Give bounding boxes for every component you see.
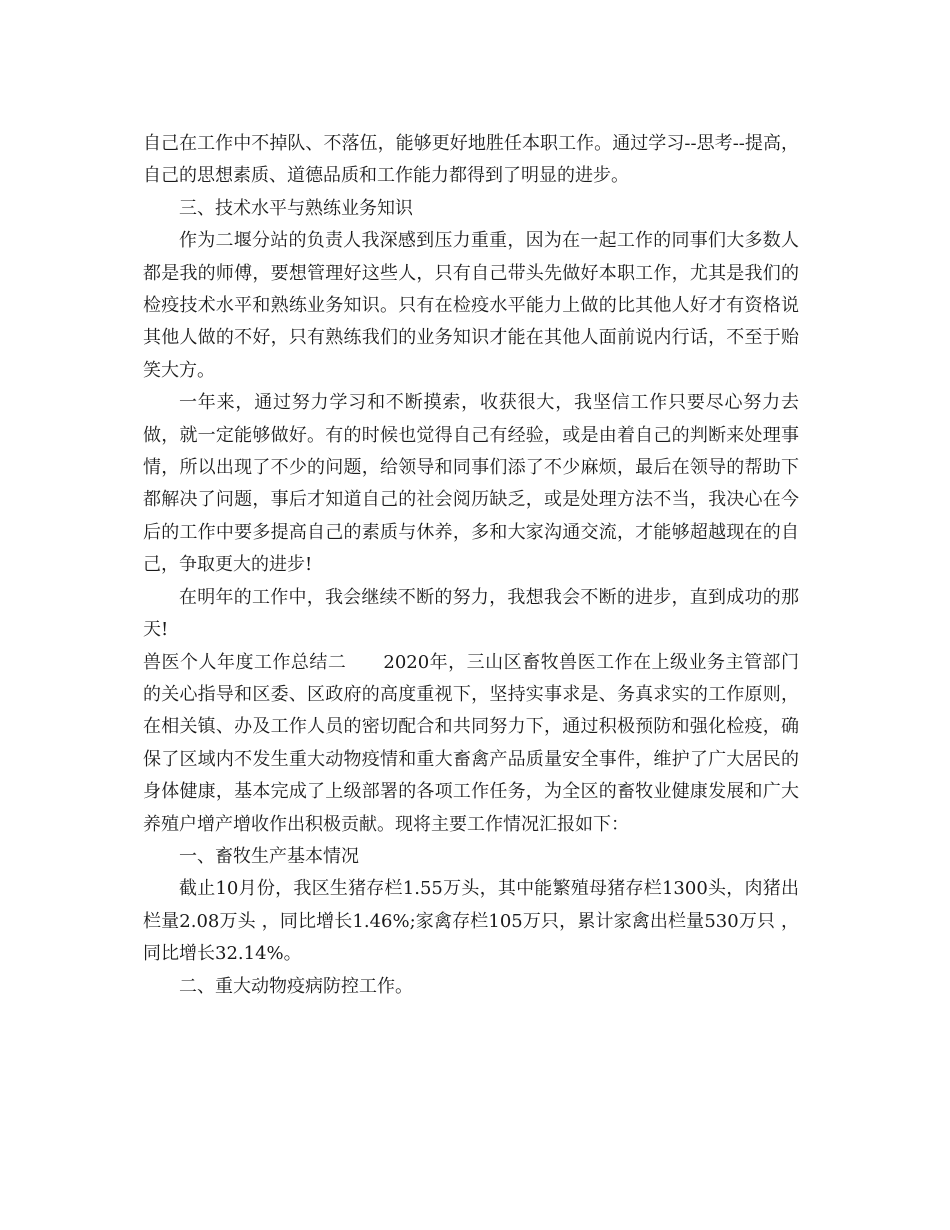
section-heading-2: 二、重大动物疫病防控工作。 bbox=[179, 975, 413, 997]
paragraph: 作为二堰分站的负责人我深感到压力重重，因为在一起工作的同事们大多数人都是我的师傅，要想管理好这些人，只有自己带头先做好本职工作，尤其是我们的检疫技术水平和熟练业务知识。只有在检疫水平能力上做的比其他人好才有资格说其他人做的不好，只有熟练我们的业务知识才能在其他人面前说内行话，不至于贻笑大方。 bbox=[143, 230, 799, 381]
paragraph: 一年来，通过努力学习和不断摸索，收获很大，我坚信工作只要尽心努力去做，就一定能够做好。有的时候也觉得自己有经验，或是由着自己的判断来处理事情，所以出现了不少的问题，给领导和同事们添了不少麻烦，最后在领导的帮助下都解决了问题，事后才知道自己的社会阅历缺乏，或是处理方法不当，我决心在今后的工作中要多提高自己的素质与休养，多和大家沟通交流，才能够超越现在的自己，争取更大的进步! bbox=[143, 392, 799, 576]
paragraph-summary-two: 兽医个人年度工作总结二 2020年，三山区畜牧兽医工作在上级业务主管部门的关心指导和区委、区政府的高度重视下，坚持实事求是、务真求实的工作原则，在相关镇、办及工作人员的密切配合和共同努力下，通过积极预防和强化检疫，确保了区域内不发生重大动物疫情和重大畜禽产品质量安全事件，维护了广大居民的身体健康，基本完成了上级部署的各项工作任务，为全区的畜牧业健康发展和广大养殖户增产增收作出积极贡献。现将主要工作情况汇报如下： bbox=[143, 651, 799, 835]
paragraph: 在明年的工作中，我会继续不断的努力，我想我会不断的进步，直到成功的那天! bbox=[143, 586, 799, 641]
paragraph: 截止10月份，我区生猪存栏1.55万头，其中能繁殖母猪存栏1300头，肉猪出栏量2.08万头 ，同比增长1.46%;家禽存栏105万只，累计家禽出栏量530万只 ，同比增长32.14%。 bbox=[143, 878, 799, 965]
section-heading-3: 三、技术水平与熟练业务知识 bbox=[179, 197, 413, 219]
document-body bbox=[143, 128, 799, 1003]
section-heading-1: 一、畜牧生产基本情况 bbox=[179, 845, 359, 867]
paragraph-continuation: 自己在工作中不掉队、不落伍，能够更好地胜任本职工作。通过学习--思考--提高，自己的思想素质、道德品质和工作能力都得到了明显的进步。 bbox=[143, 133, 799, 187]
